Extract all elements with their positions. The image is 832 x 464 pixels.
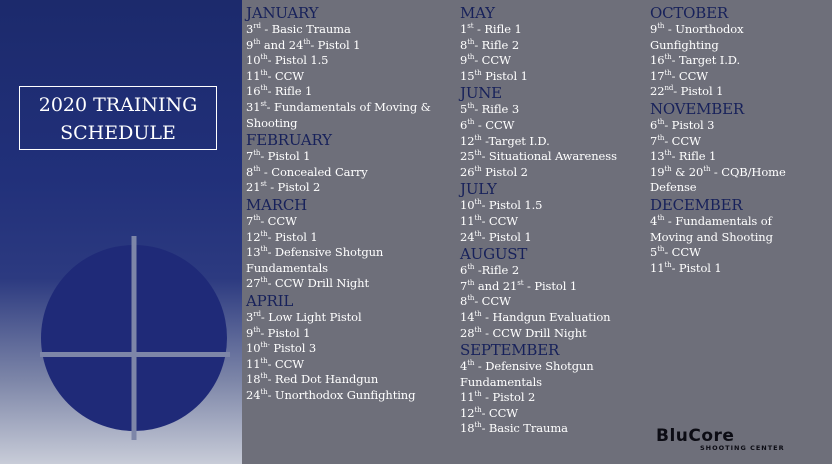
event-day: 9 xyxy=(246,37,254,52)
event-day: 18 xyxy=(460,421,475,436)
event-day-suffix: th xyxy=(664,68,672,77)
event-text: - Pistol 3 xyxy=(664,117,715,132)
event-day-suffix: th xyxy=(474,198,482,207)
event-day-suffix: th xyxy=(703,164,711,173)
event-text: - Pistol 1.5 xyxy=(267,53,329,68)
event-day-suffix: rd xyxy=(253,310,261,319)
schedule-event xyxy=(460,421,640,437)
schedule-event xyxy=(246,214,452,230)
event-day-suffix: th xyxy=(467,359,475,368)
event-text: & 20 xyxy=(671,164,704,179)
event-day: 11 xyxy=(650,260,665,275)
schedule-title-line2: SCHEDULE xyxy=(60,122,176,144)
event-day-suffix: th xyxy=(657,22,665,31)
event-day: 9 xyxy=(650,22,658,36)
event-text: - Pistol 1 xyxy=(523,278,578,293)
event-text: - Concealed Carry xyxy=(260,164,368,179)
event-day: 8 xyxy=(460,37,468,52)
schedule-event xyxy=(460,310,640,326)
event-text: - CCW Drill Night xyxy=(481,325,587,340)
event-text: - CCW xyxy=(481,213,519,228)
event-text: Pistol 2 xyxy=(481,164,528,179)
event-day-suffix: th xyxy=(467,102,475,111)
event-day-suffix: th xyxy=(657,133,665,142)
event-day: 11 xyxy=(460,213,475,228)
schedule-column-1 xyxy=(246,4,452,403)
event-day-suffix: th xyxy=(467,263,475,272)
event-day-suffix: th xyxy=(474,406,482,415)
event-day-suffix: th xyxy=(664,164,672,173)
event-day: 4 xyxy=(650,213,658,228)
event-day: 25 xyxy=(460,149,475,164)
event-day: 4 xyxy=(460,359,468,374)
event-day-suffix: th xyxy=(467,278,475,287)
month-heading: JUNE xyxy=(460,84,502,103)
event-text: -Rifle 2 xyxy=(474,263,520,278)
event-day-suffix: th xyxy=(260,356,268,365)
event-text: - Pistol 2 xyxy=(266,180,321,195)
event-day-suffix: th xyxy=(467,118,475,127)
event-day-suffix: th xyxy=(474,164,482,173)
event-day-suffix: th xyxy=(657,245,665,254)
schedule-event xyxy=(246,357,452,373)
event-day-suffix: th xyxy=(253,164,261,173)
event-day: 8 xyxy=(460,294,468,309)
event-day: 10 xyxy=(246,341,261,356)
event-text: - Pistol 1 xyxy=(310,37,361,52)
event-day: 6 xyxy=(650,117,658,132)
event-day-suffix: th xyxy=(253,37,261,46)
event-day: 12 xyxy=(246,229,261,244)
event-text: - Unorthodox xyxy=(664,22,744,36)
event-text: - Situational Awareness xyxy=(481,149,617,164)
event-day: 5 xyxy=(650,245,658,260)
schedule-event xyxy=(650,134,830,150)
schedule-event xyxy=(650,149,830,165)
event-day: 7 xyxy=(650,133,658,148)
event-day-suffix: th xyxy=(474,214,482,223)
month-heading: DECEMBER xyxy=(650,195,743,214)
event-day: 16 xyxy=(650,53,665,68)
logo-wordmark: BluCore xyxy=(656,426,735,446)
event-day: 16 xyxy=(246,84,261,99)
schedule-event xyxy=(460,198,640,214)
schedule-column-3 xyxy=(650,4,830,276)
schedule-title-line1: 2020 TRAINING xyxy=(38,94,198,116)
event-text: - CCW xyxy=(664,133,701,148)
schedule-event xyxy=(246,341,452,357)
schedule-event xyxy=(650,53,830,69)
event-day: 27 xyxy=(246,276,261,291)
event-text: - Red Dot Handgun xyxy=(267,372,379,387)
event-day: 12 xyxy=(460,133,475,148)
event-day: 31 xyxy=(246,99,261,114)
schedule-columns xyxy=(246,4,832,464)
month-heading: MAY xyxy=(460,4,495,22)
month-heading: NOVEMBER xyxy=(650,99,744,118)
schedule-event xyxy=(650,38,830,54)
event-text: Gunfighting xyxy=(650,37,719,52)
month-heading: JANUARY xyxy=(246,4,319,22)
schedule-event xyxy=(460,294,640,310)
event-day-suffix: th xyxy=(260,388,268,397)
event-text: - Fundamentals of xyxy=(664,213,772,228)
event-text: - CCW xyxy=(481,405,519,420)
schedule-event xyxy=(460,406,640,422)
event-day-suffix: st xyxy=(467,22,474,31)
event-text: Pistol 3 xyxy=(269,341,317,356)
schedule-event xyxy=(246,245,452,261)
month-heading: APRIL xyxy=(246,291,294,310)
event-day-suffix: th xyxy=(260,68,268,77)
event-day: 12 xyxy=(460,405,475,420)
event-day-suffix: th xyxy=(657,214,665,223)
event-text: - Pistol 1 xyxy=(267,229,318,244)
event-text: - Handgun Evaluation xyxy=(481,309,611,324)
event-text: Moving and Shooting xyxy=(650,229,773,244)
schedule-event xyxy=(460,69,640,85)
event-text: - CCW xyxy=(260,213,297,228)
event-day: 11 xyxy=(460,390,475,405)
event-day-suffix: th xyxy=(474,421,482,430)
event-text: - Unorthodox Gunfighting xyxy=(267,387,416,402)
schedule-event xyxy=(460,230,640,246)
event-day: 3 xyxy=(246,309,254,324)
event-day: 7 xyxy=(460,278,468,293)
event-text: - Defensive Shotgun xyxy=(267,245,384,260)
event-day-suffix: th xyxy=(664,53,672,62)
schedule-event xyxy=(650,69,830,85)
schedule-event xyxy=(246,276,452,292)
schedule-event xyxy=(460,102,640,118)
schedule-event xyxy=(650,118,830,134)
schedule-event xyxy=(246,116,452,132)
month-heading: SEPTEMBER xyxy=(460,341,560,360)
event-text: - Basic Trauma xyxy=(481,421,568,436)
event-text: and 24 xyxy=(260,37,304,52)
event-text: - CCW xyxy=(664,245,701,260)
event-day: 22 xyxy=(650,84,665,99)
event-text: - CCW xyxy=(671,68,709,83)
schedule-event xyxy=(246,100,452,116)
event-day: 7 xyxy=(246,213,254,228)
event-text: - CCW xyxy=(474,117,515,132)
event-text: - CCW xyxy=(267,356,305,371)
schedule-event xyxy=(650,84,830,100)
schedule-event xyxy=(650,180,830,196)
event-day: 19 xyxy=(650,164,665,179)
schedule-event xyxy=(246,53,452,69)
event-day: 24 xyxy=(460,229,475,244)
event-text: - Fundamentals of Moving & xyxy=(266,99,431,114)
event-day: 11 xyxy=(246,68,261,83)
sidebar-panel xyxy=(0,0,242,464)
schedule-event xyxy=(246,261,452,277)
event-text: Defense xyxy=(650,180,697,195)
event-day-suffix: th xyxy=(474,310,482,319)
event-day-suffix: rd xyxy=(253,22,261,31)
event-day: 11 xyxy=(246,356,261,371)
event-day: 17 xyxy=(650,68,665,83)
schedule-event xyxy=(246,69,452,85)
schedule-event xyxy=(246,230,452,246)
event-day: 10 xyxy=(246,53,261,68)
event-day: 24 xyxy=(246,387,261,402)
schedule-event xyxy=(246,84,452,100)
schedule-event xyxy=(246,165,452,181)
event-text: - Pistol 1 xyxy=(260,325,311,340)
event-day-suffix: st xyxy=(260,100,267,109)
event-day-suffix: th xyxy=(253,214,261,223)
event-day-suffix: th xyxy=(253,325,261,334)
event-text: - Pistol 1.5 xyxy=(481,198,543,213)
schedule-event xyxy=(246,38,452,54)
event-day-suffix: th xyxy=(260,372,268,381)
schedule-event xyxy=(650,261,830,277)
event-text: Pistol 1 xyxy=(481,68,528,83)
event-day: 13 xyxy=(246,245,261,260)
event-day-suffix: th xyxy=(474,390,482,399)
schedule-event xyxy=(460,118,640,134)
event-text: - Target I.D. xyxy=(671,53,741,68)
event-text: - Defensive Shotgun xyxy=(474,359,594,374)
event-day-suffix: th xyxy=(260,245,268,254)
schedule-event xyxy=(246,180,452,196)
event-day-suffix: th xyxy=(467,37,475,46)
schedule-event xyxy=(460,165,640,181)
schedule-event xyxy=(650,165,830,181)
month-heading: FEBRUARY xyxy=(246,131,332,150)
event-day-suffix: nd xyxy=(664,84,674,93)
schedule-title-box xyxy=(19,86,217,150)
schedule-event xyxy=(460,263,640,279)
schedule-event xyxy=(650,245,830,261)
event-day-suffix: th xyxy=(664,149,672,158)
event-day-suffix: st xyxy=(260,180,267,189)
event-day-suffix: th xyxy=(303,37,311,46)
schedule-event xyxy=(460,38,640,54)
logo-subtitle: SHOOTING CENTER xyxy=(700,444,785,452)
schedule-event xyxy=(460,53,640,69)
event-day: 6 xyxy=(460,263,468,278)
event-day: 6 xyxy=(460,117,468,132)
blucore-logo xyxy=(656,426,806,452)
schedule-event xyxy=(246,22,452,38)
schedule-event xyxy=(460,134,640,150)
schedule-event xyxy=(246,149,452,165)
event-day-suffix: th xyxy=(664,260,672,269)
event-day-suffix: th xyxy=(474,149,482,158)
month-heading: JULY xyxy=(460,180,497,199)
event-text: Shooting xyxy=(246,115,298,130)
event-day-suffix: th- xyxy=(260,341,270,350)
event-day: 21 xyxy=(246,180,261,195)
event-day: 26 xyxy=(460,164,475,179)
event-day-suffix: th xyxy=(260,276,268,285)
event-day: 8 xyxy=(246,164,254,179)
event-text: - CCW xyxy=(267,68,305,83)
event-day: 10 xyxy=(460,198,475,213)
schedule-event xyxy=(246,388,452,404)
schedule-event xyxy=(460,390,640,406)
schedule-event xyxy=(246,310,452,326)
event-text: - Rifle 1 xyxy=(267,84,313,99)
event-text: - Pistol 1 xyxy=(671,260,722,275)
event-day: 5 xyxy=(460,102,468,117)
event-day-suffix: th xyxy=(474,68,482,77)
event-day-suffix: st xyxy=(517,278,524,287)
event-day: 7 xyxy=(246,149,254,164)
event-text: - Basic Trauma xyxy=(260,22,351,36)
schedule-column-2 xyxy=(460,4,640,437)
event-text: - Pistol 1 xyxy=(673,84,724,99)
event-day: 13 xyxy=(650,149,665,164)
event-day-suffix: th xyxy=(253,149,261,158)
event-text: - Rifle 1 xyxy=(473,22,522,36)
event-day-suffix: th xyxy=(467,53,475,62)
event-day-suffix: th xyxy=(474,133,482,142)
event-day: 3 xyxy=(246,22,254,36)
month-heading: MARCH xyxy=(246,195,308,214)
event-day-suffix: th xyxy=(467,294,475,303)
event-day-suffix: th xyxy=(657,118,665,127)
schedule-event xyxy=(460,359,640,375)
event-day: 9 xyxy=(246,325,254,340)
event-day: 15 xyxy=(460,68,475,83)
event-day-suffix: th xyxy=(260,84,268,93)
event-text: - CCW Drill Night xyxy=(267,276,370,291)
event-text: and 21 xyxy=(474,278,518,293)
schedule-event xyxy=(246,372,452,388)
schedule-event xyxy=(460,214,640,230)
event-text: - Rifle 2 xyxy=(474,37,520,52)
event-text: - Rifle 1 xyxy=(671,149,717,164)
event-text: - Low Light Pistol xyxy=(260,309,362,324)
event-text: -Target I.D. xyxy=(481,133,550,148)
event-text: Fundamentals xyxy=(246,260,328,275)
schedule-event xyxy=(460,375,640,391)
event-day-suffix: th xyxy=(474,325,482,334)
schedule-event xyxy=(246,326,452,342)
schedule-event xyxy=(460,279,640,295)
event-text: - Rifle 3 xyxy=(474,102,520,117)
event-text: - Pistol 1 xyxy=(260,149,311,164)
event-day-suffix: th xyxy=(260,53,268,62)
event-day: 9 xyxy=(460,53,468,68)
event-day: 1 xyxy=(460,22,468,36)
schedule-event xyxy=(650,214,830,230)
schedule-event xyxy=(650,230,830,246)
month-heading: OCTOBER xyxy=(650,4,728,22)
event-text: - CCW xyxy=(474,294,511,309)
schedule-event xyxy=(460,326,640,342)
event-text: - CCW xyxy=(474,53,511,68)
event-text: - Pistol 1 xyxy=(481,229,532,244)
crosshair-circle-icon xyxy=(40,236,230,440)
event-day-suffix: th xyxy=(474,229,482,238)
event-text: Fundamentals xyxy=(460,374,542,389)
event-day: 18 xyxy=(246,372,261,387)
schedule-event xyxy=(460,22,640,38)
event-day-suffix: th xyxy=(260,229,268,238)
month-heading: AUGUST xyxy=(460,245,528,264)
event-day: 14 xyxy=(460,309,475,324)
event-text: - Pistol 2 xyxy=(481,390,536,405)
event-text: - CQB/Home xyxy=(710,164,786,179)
schedule-event xyxy=(460,149,640,165)
event-day: 28 xyxy=(460,325,475,340)
schedule-event xyxy=(650,22,830,38)
